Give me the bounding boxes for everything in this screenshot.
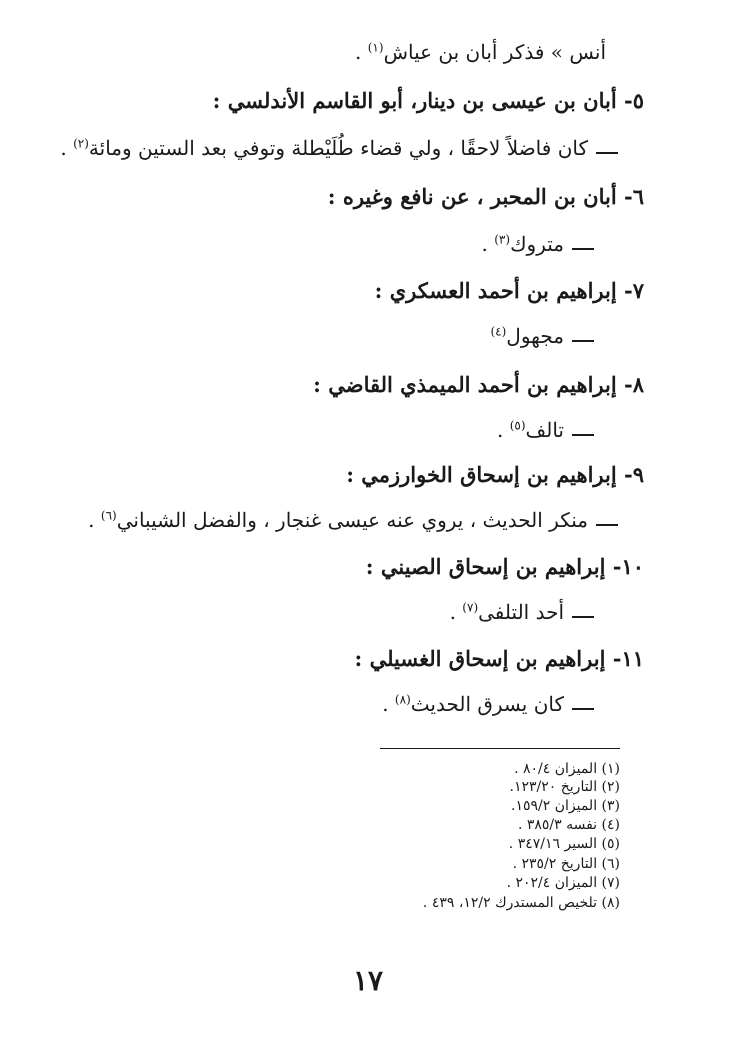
footnote-ref: (٢): [73, 136, 89, 151]
dash-mark: [596, 524, 618, 526]
footnote-7: (٧) الميزان ٢٠٢/٤ .: [506, 875, 620, 891]
entry-heading-5: ٥- أبان بن عيسى بن دينار، أبو القاسم الأندلسي :: [212, 88, 644, 113]
footnote-ref: (٧): [462, 600, 479, 615]
footnote-1: (١) الميزان ٨٠/٤ .: [514, 761, 620, 777]
line-tail: .: [449, 600, 463, 624]
entry-heading-10: ١٠- إبراهيم بن إسحاق الصيني :: [365, 554, 644, 579]
entry-text-11: [40, 690, 594, 718]
line-text: تالف: [525, 418, 564, 442]
dash-mark: [572, 340, 594, 342]
footnote-ref: (٦): [100, 508, 117, 523]
line-tail: .: [355, 40, 368, 64]
footnote-ref: (٨): [394, 692, 411, 707]
entry-text-6: [40, 230, 594, 258]
dash-mark: [572, 434, 594, 436]
entry-heading-7: ٧- إبراهيم بن أحمد العسكري :: [374, 278, 644, 303]
dash-mark: [572, 708, 594, 710]
footnote-5: (٥) السير ٣٤٧/١٦ .: [508, 836, 620, 852]
line-text: متروك: [510, 232, 564, 256]
line-text: كان فاضلاً لاحقًا ، ولي قضاء طُلَيْطلة وتوفي بعد الستين ومائة: [88, 136, 588, 160]
line-text: أحد التلفى: [478, 600, 564, 624]
footnote-4: (٤) نفسه ٣٨٥/٣ .: [517, 817, 620, 833]
line-text: كان يسرق الحديث: [410, 692, 564, 716]
footnote-ref: (١): [367, 40, 384, 55]
line-text: مجهول: [506, 324, 564, 348]
entry-heading-6: ٦- أبان بن المحبر ، عن نافع وغيره :: [327, 184, 644, 209]
line-tail: .: [496, 418, 510, 442]
line-text: منكر الحديث ، يروي عنه عيسى غنجار ، والفضل الشيباني: [116, 508, 588, 532]
line-tail: .: [60, 136, 74, 160]
footnote-3: (٣) الميزان ١٥٩/٢.: [511, 798, 620, 814]
entry-text-5: [40, 134, 618, 162]
dash-mark: [572, 616, 594, 618]
entry-text-7: [40, 322, 594, 350]
entry-text-8: [40, 416, 594, 444]
page-number: ١٧: [352, 964, 384, 997]
entry-text-10: [40, 598, 594, 626]
footnote-ref: (٥): [509, 418, 526, 433]
footnote-6: (٦) التاريخ ٢٣٥/٢ .: [512, 856, 620, 872]
footnote-2: (٢) التاريخ ١٢٣/٢٠.: [509, 779, 620, 795]
line-tail: .: [382, 692, 395, 716]
entry-heading-9: ٩- إبراهيم بن إسحاق الخوارزمي :: [346, 462, 644, 487]
line-tail: .: [88, 508, 101, 532]
footnote-8: (٨) تلخيص المستدرك ١٢/٢، ٤٣٩ .: [422, 895, 620, 911]
entry-heading-8: ٨- إبراهيم بن أحمد الميمذي القاضي :: [313, 372, 644, 397]
line-tail: .: [481, 232, 495, 256]
text-line-continuation: [40, 38, 606, 66]
line-text: أنس » فذكر أبان بن عياش: [383, 40, 606, 64]
dash-mark: [572, 248, 594, 250]
footnote-ref: (٤): [490, 324, 507, 339]
dash-mark: [596, 152, 618, 154]
footnote-ref: (٣): [494, 232, 511, 247]
entry-heading-11: ١١- إبراهيم بن إسحاق الغسيلي :: [354, 646, 644, 671]
footnote-separator: [380, 748, 620, 749]
entry-text-9: [40, 506, 618, 534]
